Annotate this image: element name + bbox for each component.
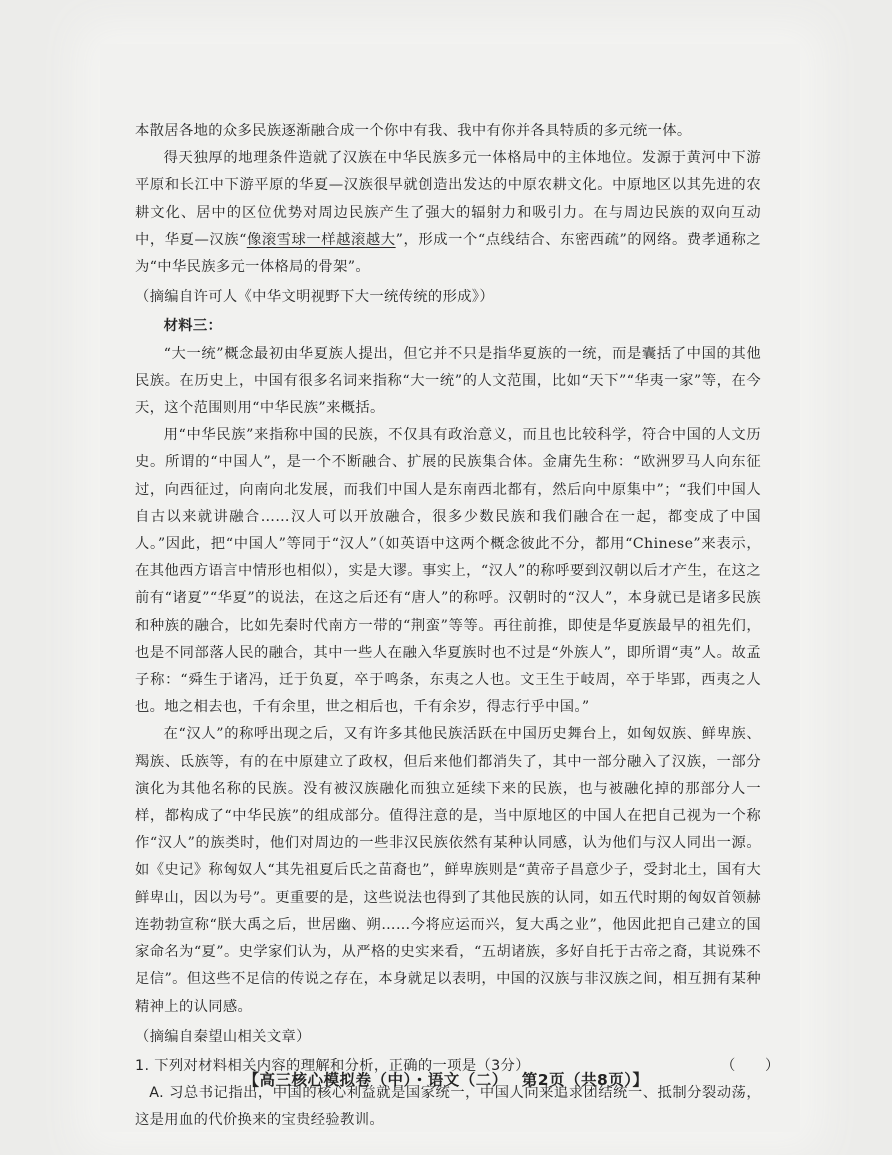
- question-1-text: 1. 下列对材料相关内容的理解和分析，正确的一项是（3分）: [135, 1057, 530, 1074]
- page-footer: [0, 1068, 892, 1090]
- underlined-phrase: 像滚雪球一样越滚越大: [246, 231, 396, 248]
- passage-paragraph-3: “大一统”概念最初由华夏族人提出，但它并不只是指华夏族的一统，而是囊括了中国的其他民族。在历史上，中国有很多名词来指称“大一统”的人文范围，比如“天下”“华夷一家”等，在今天，这个范围则用“中华民族”来概括。: [135, 345, 761, 417]
- exam-content: [135, 118, 780, 1135]
- passage-paragraph-1: 本散居各地的众多民族逐渐融合成一个你中有我、我中有你并各具特质的多元统一体。: [135, 123, 692, 139]
- option-a: A. 习总书记指出，中国的核心利益就是国家统一，中国人向来追求团结统一、抵制分裂动荡，这是用血的代价换来的宝贵经验教训。: [135, 1085, 761, 1129]
- source-citation-2: （摘编自秦望山相关文章）: [135, 1028, 311, 1045]
- passage-paragraph-5: 在“汉人”的称呼出现之后，又有许多其他民族活跃在中国历史舞台上，如匈奴族、鲜卑族、羯族、氐族等，有的在中原建立了政权，但后来他们都消失了，其中一部分融入了汉族，一部分演化为其他名称的民族。没有被汉族融化而独立延续下来的民族，也与被融化掉的那部分人一样，都构成了“中华民族”的组成部分。值得注意的是，当中原地区的中国人在把自己视为一个称作“汉人”的族类时，他们对周边的一些非汉民族依然有某种认同感，认为他们与汉人同出一源。如《史记》称匈奴人“其先祖夏后氏之苗裔也”，鲜卑族则是“黄帝子昌意少子，受封北土，国有大鲜卑山，因以为号”。更重要的是，这些说法也得到了其他民族的认同，如五代时期的匈奴首领赫连勃勃宣称“朕大禹之后，世居幽、朔……今将应运而兴，复大禹之业”，他因此把自己建立的国家命名为“夏”。史学家们认为，从严格的史实来看，“五胡诸族，多好自托于古帝之裔，其说殊不足信”。但这些不足信的传说之存在，本身就足以表明，中国的汉族与非汉族之间，相互拥有某种精神上的认同感。: [135, 726, 761, 1015]
- passage-paragraph-4: 用“中华民族”来指称中国的民族，不仅具有政治意义，而且也比较科学，符合中国的人文历史。所谓的“中国人”，是一个不断融合、扩展的民族集合体。金庸先生称：“欧洲罗马人向东征过，向西征过，向南向北发展，而我们中国人是东南西北都有，然后向中原集中”；“我们中国人自古以来就讲融合……汉人可以开放融合，很多少数民族和我们融合在一起，都变成了中国人。”因此，把“中国人”等同于“汉人”（如英语中这两个概念彼此不分，都用“Chinese”来表示，在其他西方语言中情形也相似），实是大谬。事实上，“汉人”的称呼要到汉朝以后才产生，在这之前有“诸夏”“华夏”的说法，在这之后还有“唐人”的称呼。汉朝时的“汉人”，本身就已是诸多民族和种族的融合，比如先秦时代南方一带的“荆蛮”等等。再往前推，即使是华夏族最早的祖先们，也是不同部落人民的融合，其中一些人在融入华夏族时也不过是“外族人”，即所谓“夷”人。故孟子称：“舜生于诸冯，迁于负夏，卒于鸣条，东夷之人也。文王生于岐周，卒于毕郢，西夷之人也。地之相去也，千有余里，世之相后也，千有余岁，得志行乎中国。”: [135, 427, 761, 716]
- paragraph-2-text-b: ”，形成一个“点线结合、东密西疏”的网络。费孝通称之为“中华民族多元一体格局的骨架”。: [135, 231, 762, 276]
- source-citation-1: （摘编自许可人《中华文明视野下大一统传统的形成》）: [135, 289, 495, 306]
- material-three-heading: 材料三：: [163, 318, 223, 335]
- exam-title: 【高三核心模拟卷（中）・语文（二）: [243, 1071, 508, 1089]
- passage-paragraph-2: [135, 145, 761, 281]
- answer-blank: （ ）: [721, 1057, 780, 1074]
- page-number: 第2页（共8页）】: [521, 1071, 649, 1089]
- paragraph-2-text-a: 得天独厚的地理条件造就了汉族在中华民族多元一体格局中的主体地位。发源于黄河中下游平原和长江中下游平原的华夏—汉族很早就创造出发达的中原农耕文化。中原地区以其先进的农耕文化、居中的区位优势对周边民族产生了强大的辐射力和吸引力。在与周边民族的双向互动中，华夏—汉族“: [135, 150, 761, 248]
